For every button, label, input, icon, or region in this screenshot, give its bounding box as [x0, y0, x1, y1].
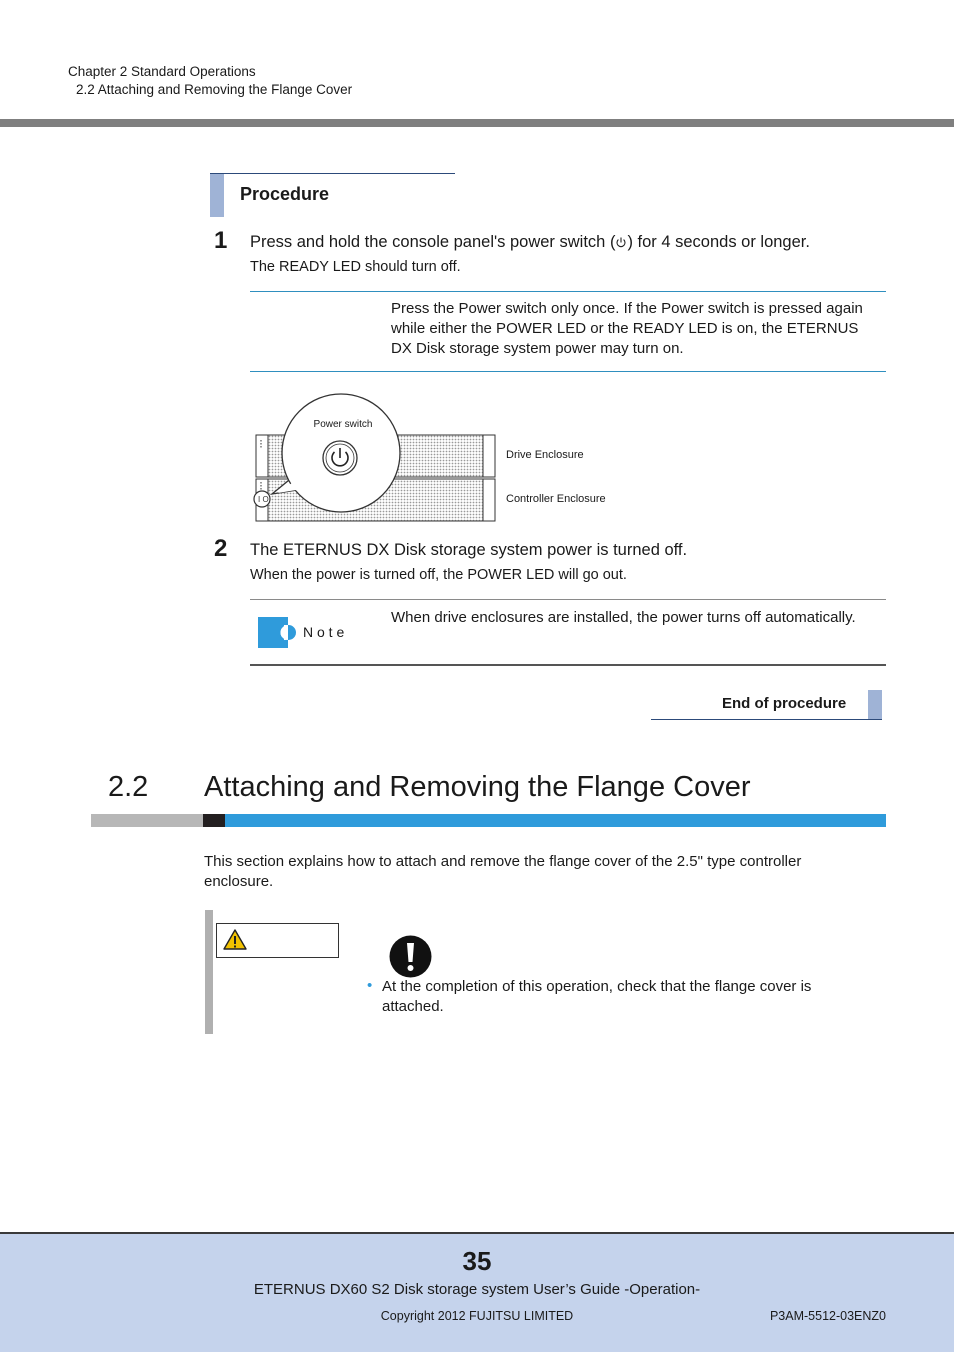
caution-bullet-dot: • — [367, 977, 373, 994]
note-text: When drive enclosures are installed, the power turns off automatically. — [391, 609, 856, 626]
mandatory-action-icon — [389, 935, 432, 978]
header-chapter: Chapter 2 Standard Operations — [68, 64, 256, 79]
section-bar-grey — [91, 814, 203, 827]
caution-label-box — [216, 923, 339, 958]
section-bar-blue — [225, 814, 886, 827]
note-icon-half-fill — [288, 625, 296, 640]
step-1-text-after: ) for 4 seconds or longer. — [627, 233, 810, 251]
note-label: N o t e — [303, 624, 345, 640]
step-1-text — [250, 233, 810, 254]
section-number: 2.2 — [108, 771, 149, 803]
footer-doc-title: ETERNUS DX60 S2 Disk storage system User’s Guide -Operation- — [253, 1281, 701, 1298]
section-bar-black — [203, 814, 225, 827]
header-rule — [0, 119, 954, 127]
caution-bullet-text: At the completion of this operation, check that the flange cover is attached. — [382, 978, 812, 1015]
step-2-text: The ETERNUS DX Disk storage system power is turned off. — [250, 541, 688, 559]
power-switch-label: Power switch — [313, 419, 373, 430]
caution-side-bar — [205, 910, 213, 1034]
footer-doc-code: P3AM-5512-03ENZ0 — [769, 1309, 886, 1323]
note-bottom-rule — [250, 664, 886, 666]
controller-enclosure-label: Controller Enclosure — [506, 493, 606, 505]
section-intro: This section explains how to attach and remove the flange cover of the 2.5" type controller enclosure. — [204, 853, 802, 890]
caution-bottom-rule — [250, 371, 886, 372]
header-section: 2.2 Attaching and Removing the Flange Cover — [76, 82, 353, 97]
caution-note-text: Press the Power switch only once. If the Power switch is pressed again while either the POWER LED or the READY LED is on, the ETERNUS DX Disk storage system power may turn on. — [391, 300, 863, 357]
step-1-sub: The READY LED should turn off. — [250, 259, 461, 275]
step-1-text-before: Press and hold the console panel's power switch ( — [250, 233, 616, 251]
procedure-accent — [210, 174, 224, 217]
step-2-number: 2 — [214, 535, 228, 562]
drive-enclosure-label: Drive Enclosure — [506, 449, 584, 461]
step-1-number: 1 — [214, 227, 228, 254]
warning-triangle-icon — [222, 928, 248, 952]
step-2-sub: When the power is turned off, the POWER LED will go out. — [250, 567, 627, 583]
power-icon — [615, 235, 627, 254]
page-number: 35 — [462, 1246, 492, 1276]
end-of-procedure-accent — [868, 690, 882, 719]
caution-top-rule — [250, 291, 886, 292]
svg-text:I O: I O — [258, 495, 269, 504]
note-top-rule — [250, 599, 886, 600]
end-of-procedure-label: End of procedure — [722, 695, 847, 712]
footer-copyright: Copyright 2012 FUJITSU LIMITED — [380, 1309, 574, 1323]
section-title: Attaching and Removing the Flange Cover — [204, 771, 751, 803]
procedure-title: Procedure — [240, 184, 330, 204]
